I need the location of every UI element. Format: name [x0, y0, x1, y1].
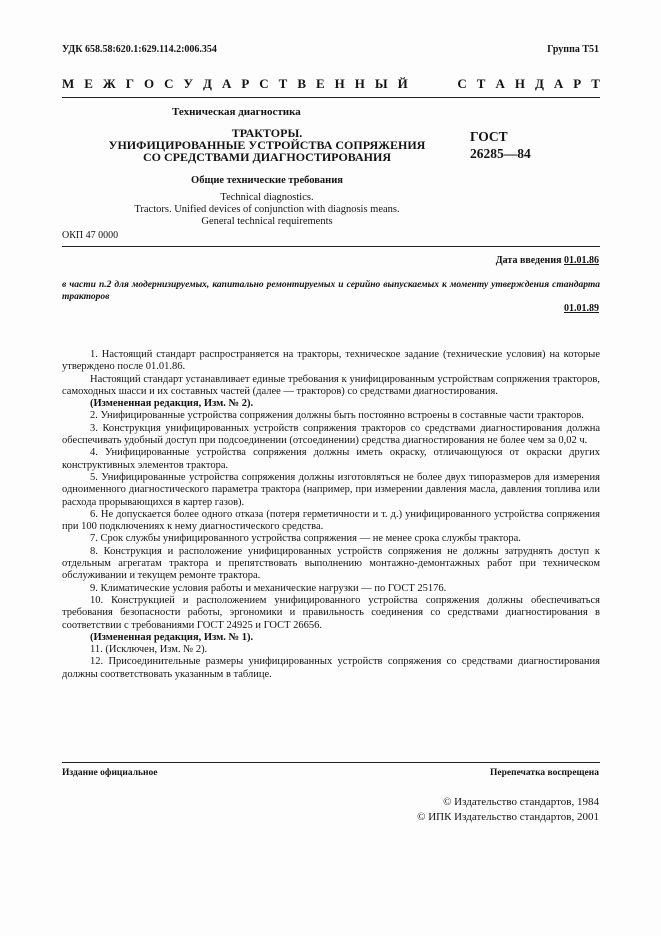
english-line: Tractors. Unified devices of conjunction with diagnosis means.: [134, 204, 400, 215]
banner-letter: А: [553, 76, 564, 91]
banner-letter: С: [259, 76, 269, 91]
paragraph: 2. Унифицированные устройства сопряжения должны быть постоянно встроены в составные части тракторов.: [90, 410, 584, 422]
gost-designation: [470, 128, 531, 162]
title-line: СО СРЕДСТВАМИ ДИАГНОСТИРОВАНИЯ: [142, 150, 392, 164]
topic-heading: Техническая диагностика: [172, 106, 301, 118]
banner-letter: Ы: [374, 76, 388, 91]
official-edition: Издание официальное: [62, 768, 158, 778]
banner-letter: Р: [241, 76, 250, 91]
paragraph: 4. Унифицированные устройства сопряжения должны иметь окраску, отличающуюся от окраски других конструктивных элементов трактора.: [62, 447, 600, 471]
document-title: [62, 127, 472, 163]
paragraph: 10. Конструкцией и расположением унифицированного устройства сопряжения должны обеспечиваться требования безопасности работы, эргономики и правильность соединения со средствами диагностирования в соответствии с требованиями ГОСТ 24925 и ГОСТ 26656.: [62, 594, 600, 631]
banner-letter: Н: [334, 76, 345, 91]
banner-letter: Т: [476, 76, 486, 91]
paragraph: 3. Конструкция унифицированных устройств сопряжения тракторов со средствами диагностирования должна обеспечивать удобный доступ при подсоединении (отсоединении) средства диагностирования не более чем за 0,02 ч.: [62, 422, 600, 447]
paragraph: 1. Настоящий стандарт распространяется на тракторы, техническое задание (технические условия) на которые утверждено после 01.01.86.: [62, 349, 600, 373]
banner-letter: [444, 76, 447, 92]
banner-letter: Й: [397, 76, 408, 91]
banner-letter: М: [62, 76, 75, 91]
okp-code: ОКП 47 0000: [62, 230, 119, 241]
banner-letter: У: [183, 76, 194, 91]
paragraph: 11. (Исключен, Изм. № 2).: [90, 644, 208, 656]
banner-letter: О: [144, 76, 155, 91]
banner-letter: [418, 76, 421, 92]
top-rule: [62, 97, 600, 98]
paragraph: 6. Не допускается более одного отказа (потеря герметичности и т. д.) унифицированного устройства сопряжения при 100 подключениях к нему диагностического средства.: [62, 508, 600, 533]
banner-letter: С: [164, 76, 174, 91]
second-date: 01.01.89: [564, 303, 599, 314]
banner-letter: В: [297, 76, 306, 91]
paragraph: 9. Климатические условия работы и механические нагрузки — по ГОСТ 25176.: [90, 582, 447, 594]
title-line: ТРАКТОРЫ.: [231, 126, 303, 140]
document-subtitle: Общие технические требования: [191, 175, 343, 186]
copyright-block: [417, 795, 599, 825]
copyright-line: © Издательство стандартов, 1984: [443, 796, 599, 808]
document-body: [62, 349, 600, 681]
paragraph: 8. Конструкция и расположение унифицированных устройств сопряжения не должны затруднять доступ к отдельным агрегатам трактора и препятствовать выполнению монтажно-демонтажных работ при техническом обслуживании и текущем ремонте трактора.: [62, 545, 600, 582]
banner-letter: Ж: [102, 76, 116, 91]
paragraph: 12. Присоединительные размеры унифицированных устройств сопряжения со средствами диагностирования должны соответствовать указанным в таблице.: [62, 656, 600, 680]
amendment-note: (Измененная редакция, Изм. № 1).: [90, 631, 254, 643]
banner-letter: Д: [203, 76, 212, 91]
paragraph: 5. Унифицированные устройства сопряжения должны изготовляться не более двух типоразмеров для измерения одноименного диагностического параметра трактора (например, при измерении давления масла, давления топлива или расхода прорывающихся в картер газов).: [62, 471, 600, 508]
banner-letter: Е: [315, 76, 325, 91]
english-line: General technical requirements: [201, 216, 333, 227]
amendment-note: (Измененная редакция, Изм. № 2).: [90, 398, 254, 410]
header-rule: [62, 246, 600, 247]
interstate-standard-banner: [62, 76, 600, 92]
banner-letter: А: [495, 76, 505, 91]
paragraph: 7. Срок службы унифицированного устройства сопряжения — не менее срока службы трактора.: [90, 533, 521, 545]
udk-code: УДК 658.58:620.1:629.114.2:006.354: [62, 44, 217, 55]
banner-letter: Р: [573, 76, 582, 91]
partial-scope-note: в части п.2 для модернизируемых, капитально ремонтируемых и серийно выпускаемых к моменту утверждения стандарта тракторов: [62, 280, 600, 302]
banner-letter: [431, 76, 434, 92]
banner-letter: Е: [84, 76, 93, 91]
title-line: УНИФИЦИРОВАННЫЕ УСТРОЙСТВА СОПРЯЖЕНИЯ: [108, 138, 426, 152]
banner-letter: Н: [514, 76, 525, 91]
date-label: Дата введения: [495, 255, 562, 266]
banner-letter: Т: [591, 76, 600, 91]
copyright-line: © ИПК Издательство стандартов, 2001: [417, 811, 599, 823]
banner-letter: Г: [125, 76, 135, 91]
banner-letter: Т: [278, 76, 288, 91]
english-title: [62, 192, 472, 228]
footer-rule: [62, 762, 600, 763]
introduction-date: [496, 255, 599, 266]
banner-letter: С: [457, 76, 467, 91]
date-value: 01.01.86: [564, 255, 599, 266]
paragraph: Настоящий стандарт устанавливает единые требования к унифицированным устройствам сопряжения тракторов, самоходных шасси и их составных частей (далее — тракторов) со средствами диагностирования.: [62, 373, 600, 397]
group-code: Группа Т51: [547, 44, 599, 55]
gost-number: 26285—84: [470, 146, 531, 161]
banner-letter: Н: [354, 76, 365, 91]
english-line: Technical diagnostics.: [220, 192, 314, 203]
banner-letter: А: [221, 76, 232, 91]
gost-label: ГОСТ: [470, 129, 508, 144]
reprint-prohibited: Перепечатка воспрещена: [489, 768, 599, 778]
banner-letter: Д: [534, 76, 544, 91]
